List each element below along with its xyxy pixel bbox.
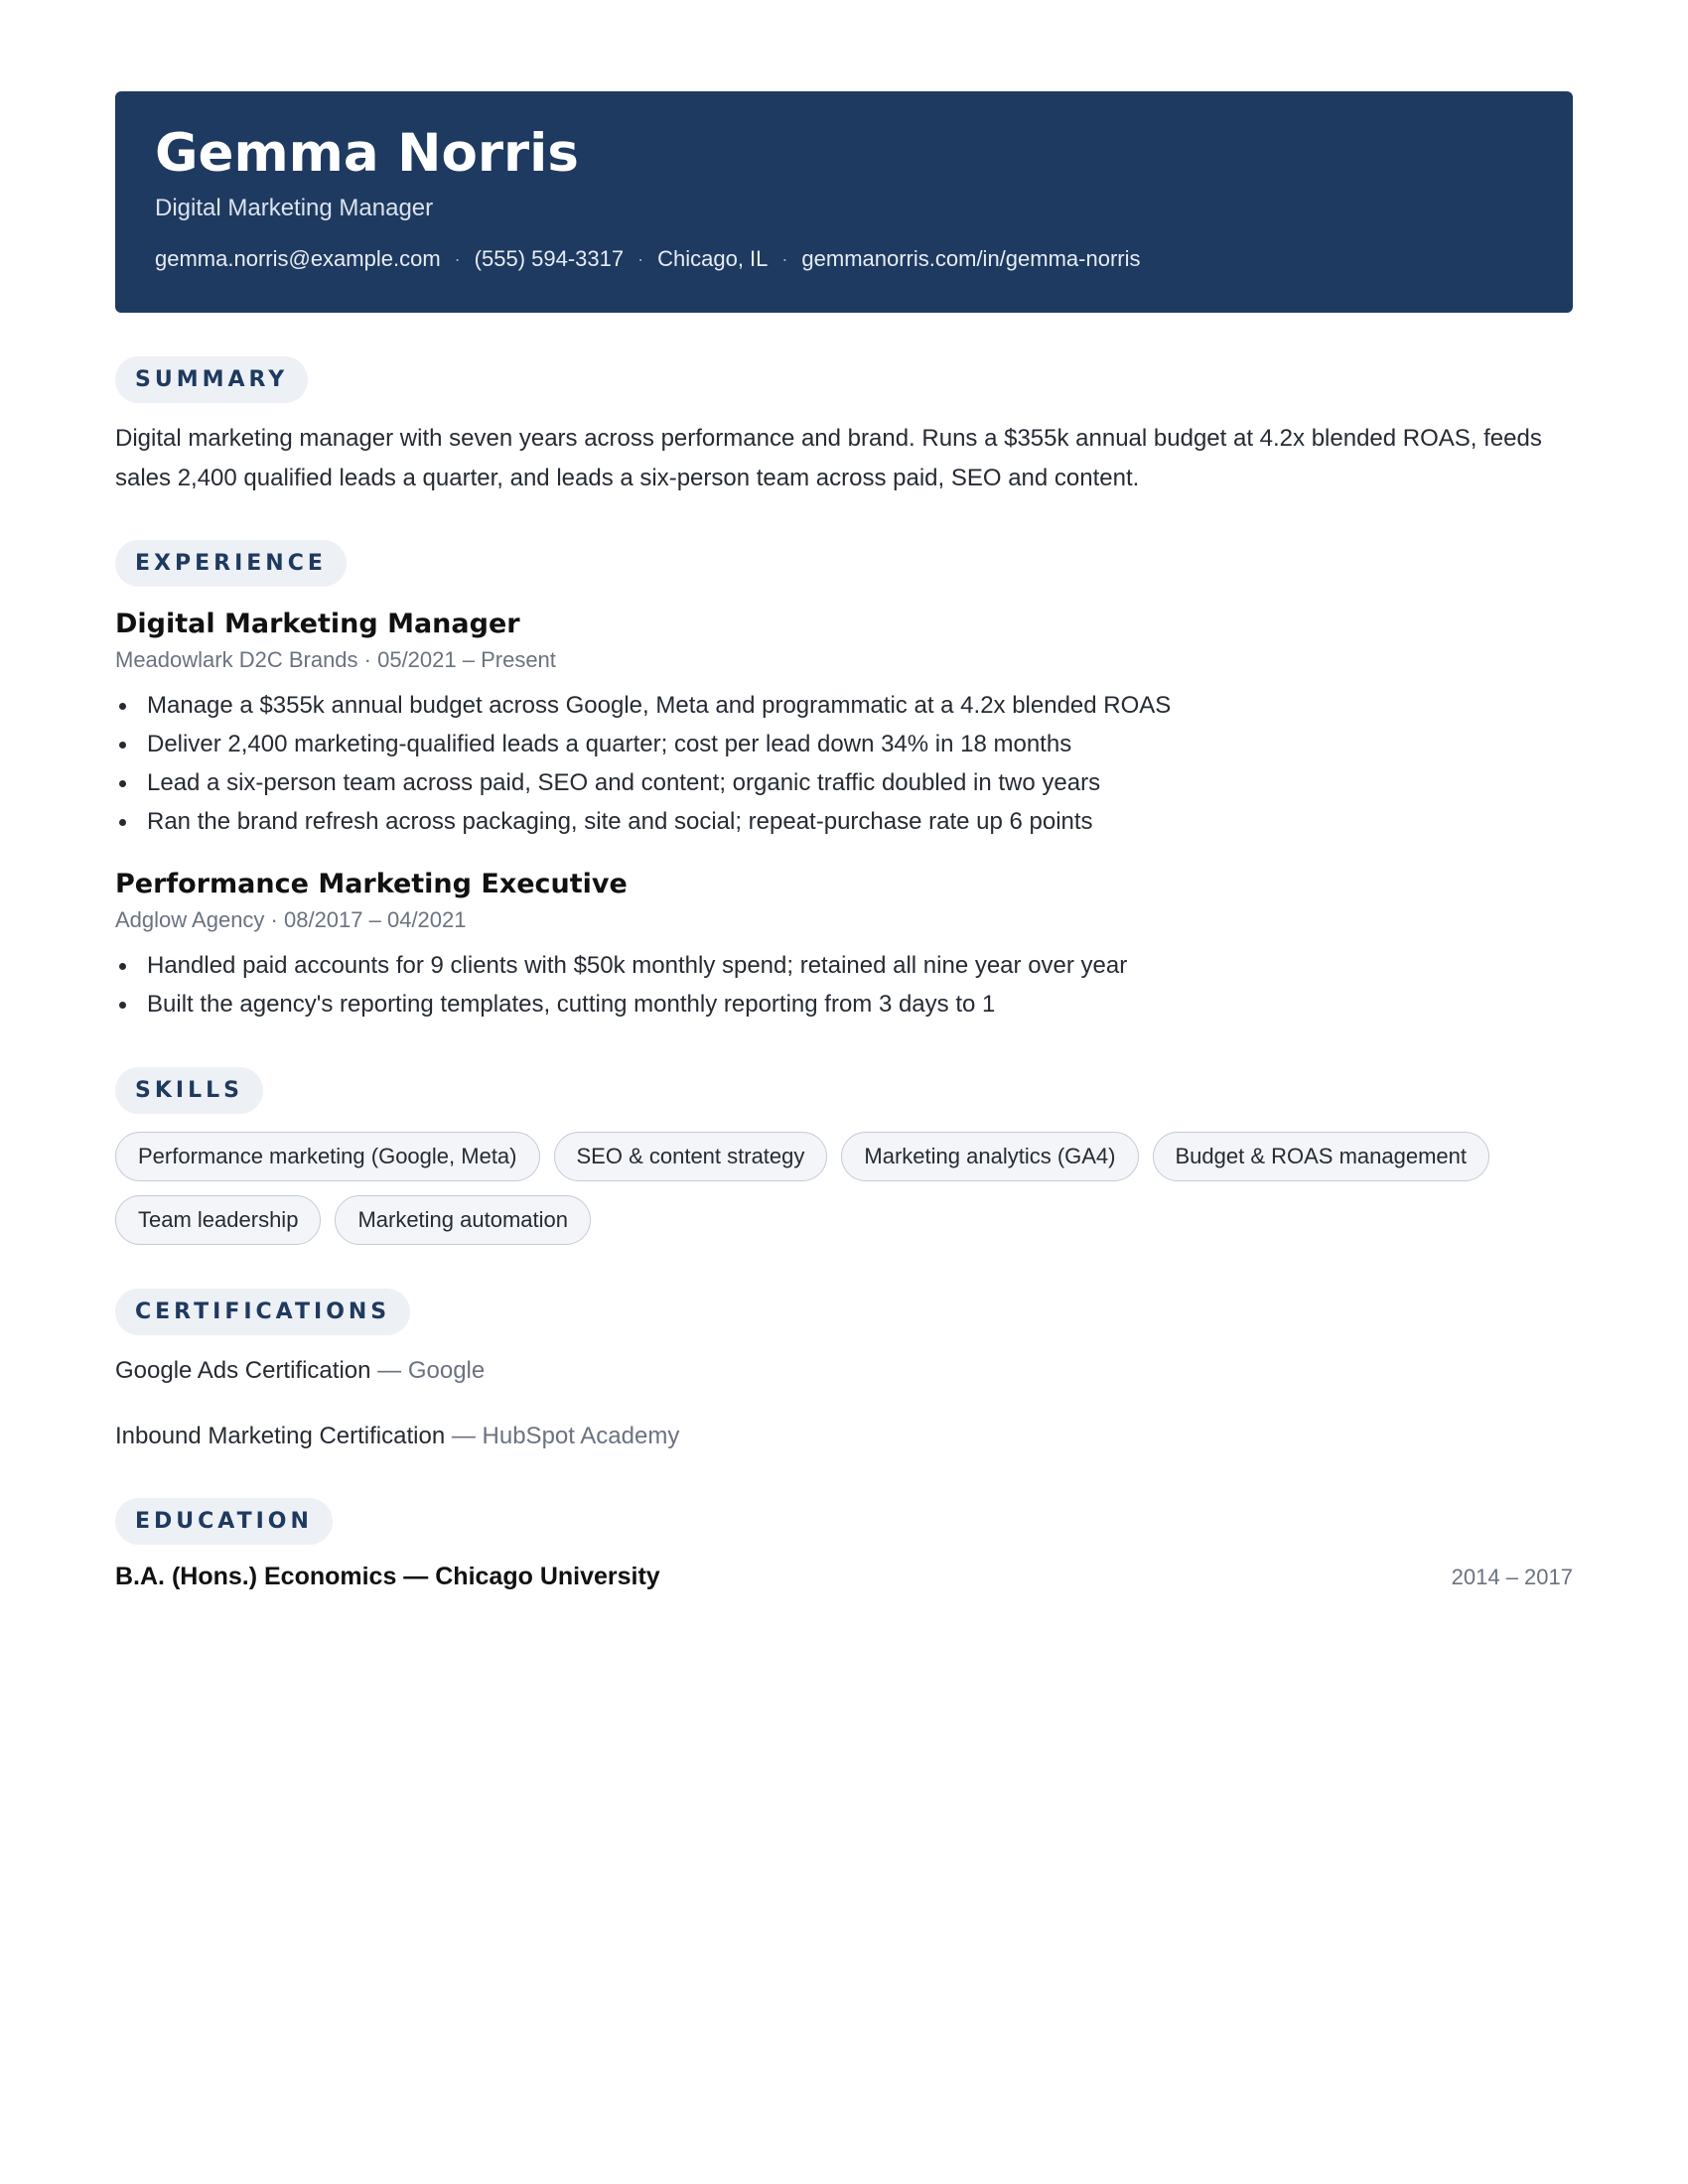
job-entry bbox=[115, 605, 1573, 841]
candidate-name: Gemma Norris bbox=[155, 123, 579, 184]
contact-line bbox=[155, 246, 1533, 272]
skill-chip: Performance marketing (Google, Meta) bbox=[115, 1132, 540, 1181]
job-meta: Meadowlark D2C Brands · 05/2021 – Present bbox=[115, 647, 556, 672]
skill-chip: Marketing automation bbox=[335, 1195, 591, 1245]
job-title: Performance Marketing Executive bbox=[115, 869, 628, 899]
contact-phone[interactable]: (555) 594-3317 bbox=[474, 246, 625, 271]
skill-chip: SEO & content strategy bbox=[554, 1132, 828, 1181]
certification-issuer: — HubSpot Academy bbox=[451, 1423, 680, 1449]
job-bullet: Ran the brand refresh across packaging, site and social; repeat-purchase rate up 6 points bbox=[115, 802, 1573, 841]
job-bullet: Handled paid accounts for 9 clients with $50k monthly spend; retained all nine year over year bbox=[115, 946, 1573, 985]
certification-name: Inbound Marketing Certification bbox=[115, 1423, 446, 1449]
skills-list bbox=[115, 1132, 1573, 1245]
job-bullet: Manage a $355k annual budget across Google, Meta and programmatic at a 4.2x blended ROAS bbox=[115, 686, 1573, 725]
section-label-skills: SKILLS bbox=[115, 1067, 263, 1114]
section-label-education: EDUCATION bbox=[115, 1498, 333, 1545]
summary-text: Digital marketing manager with seven years across performance and brand. Runs a $355k annual budget at 4.2x blended ROAS, feeds sales 2,400 qualified leads a quarter, and leads a six-person team across paid, SEO and content. bbox=[115, 425, 1542, 491]
job-title: Digital Marketing Manager bbox=[115, 609, 520, 639]
certification-issuer: — Google bbox=[377, 1357, 486, 1384]
section-label-summary: SUMMARY bbox=[115, 356, 308, 403]
certifications-section bbox=[115, 1289, 1573, 1454]
contact-website[interactable]: gemmanorris.com/in/gemma-norris bbox=[801, 246, 1141, 271]
education-years: 2014 – 2017 bbox=[1451, 1565, 1573, 1589]
skills-section bbox=[115, 1067, 1573, 1245]
job-meta: Adglow Agency · 08/2017 – 04/2021 bbox=[115, 907, 467, 932]
job-bullets bbox=[115, 946, 1573, 1024]
summary-section bbox=[115, 356, 1573, 498]
resume-header bbox=[115, 91, 1573, 313]
job-bullets bbox=[115, 686, 1573, 841]
skill-chip: Team leadership bbox=[115, 1195, 321, 1245]
education-row bbox=[115, 1563, 1573, 1591]
contact-location: Chicago, IL bbox=[657, 246, 769, 271]
experience-section bbox=[115, 540, 1573, 1024]
section-label-experience: EXPERIENCE bbox=[115, 540, 347, 587]
job-bullet: Deliver 2,400 marketing-qualified leads a quarter; cost per lead down 34% in 18 months bbox=[115, 725, 1573, 763]
certification-item bbox=[115, 1353, 1573, 1389]
contact-separator: · bbox=[454, 248, 461, 269]
job-entry bbox=[115, 865, 1573, 1024]
education-degree: B.A. (Hons.) Economics — Chicago University bbox=[115, 1563, 660, 1590]
skill-chip: Marketing analytics (GA4) bbox=[841, 1132, 1138, 1181]
job-bullet: Lead a six-person team across paid, SEO and content; organic traffic doubled in two years bbox=[115, 763, 1573, 802]
candidate-title: Digital Marketing Manager bbox=[155, 195, 434, 221]
certification-name: Google Ads Certification bbox=[115, 1357, 371, 1384]
section-label-certifications: CERTIFICATIONS bbox=[115, 1289, 410, 1335]
job-bullet: Built the agency's reporting templates, cutting monthly reporting from 3 days to 1 bbox=[115, 985, 1573, 1024]
skill-chip: Budget & ROAS management bbox=[1153, 1132, 1490, 1181]
certifications-list bbox=[115, 1353, 1573, 1454]
contact-separator: · bbox=[637, 248, 644, 269]
contact-email[interactable]: gemma.norris@example.com bbox=[155, 246, 441, 271]
certification-item bbox=[115, 1419, 1573, 1454]
education-section bbox=[115, 1498, 1573, 1591]
contact-separator: · bbox=[781, 248, 788, 269]
